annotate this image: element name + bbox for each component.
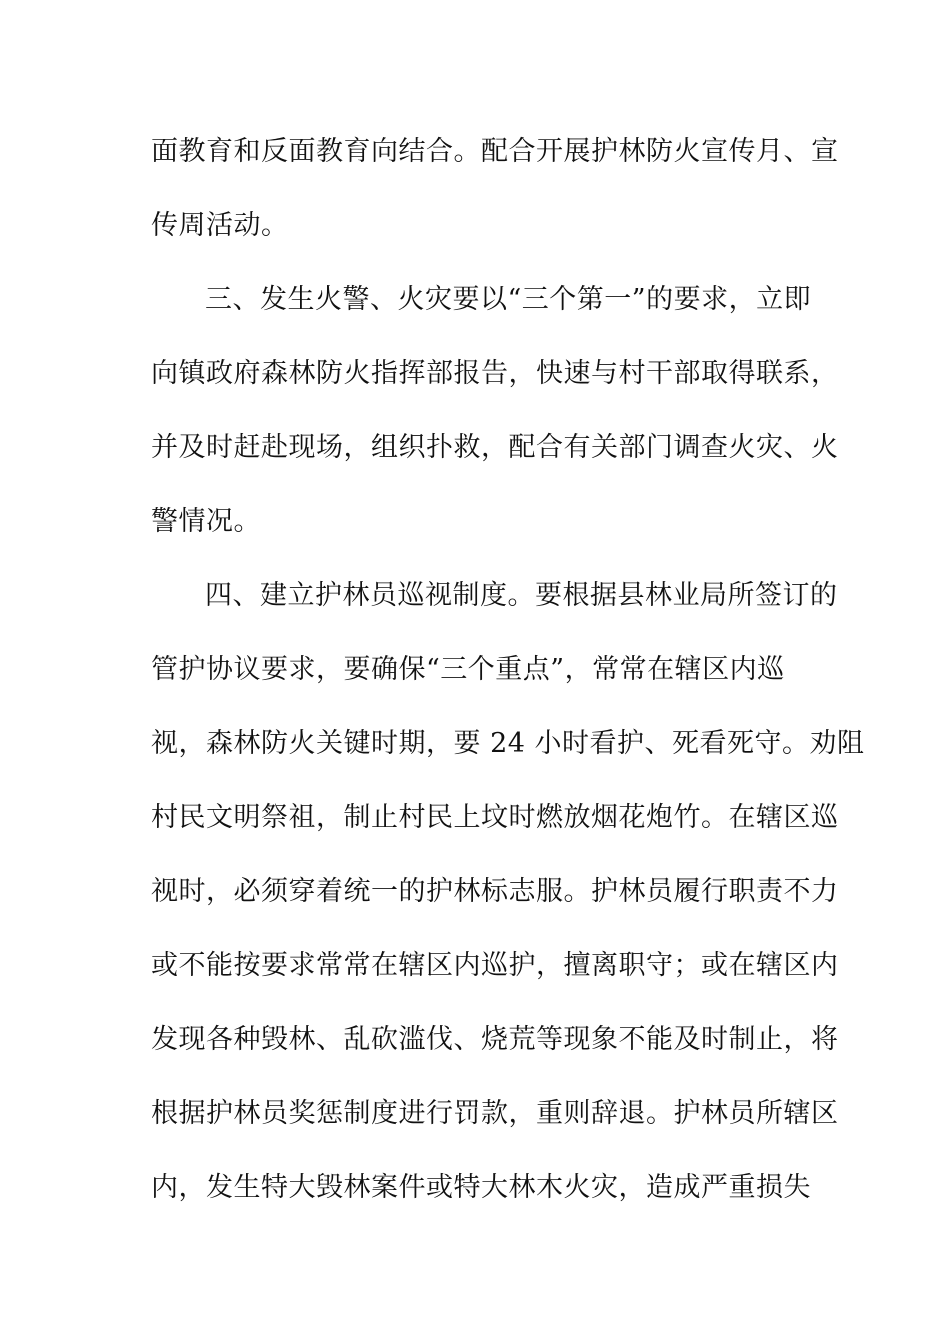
text-line: 内，发生特大毁林案件或特大林木火灾，造成严重损失 <box>151 1172 811 1203</box>
text-line: 警情况。 <box>151 506 261 537</box>
text-line: 管护协议要求，要确保“三个重点”，常常在辖区内巡 <box>151 654 785 685</box>
text-line: 面教育和反面教育向结合。配合开展护林防火宣传月、宣 <box>151 136 839 167</box>
text-line: 村民文明祭祖，制止村民上坟时燃放烟花炮竹。在辖区巡 <box>151 802 839 833</box>
text-line: 向镇政府森林防火指挥部报告，快速与村干部取得联系， <box>151 358 839 389</box>
text-line: 根据护林员奖惩制度进行罚款，重则辞退。护林员所辖区 <box>151 1098 839 1129</box>
text-line: 或不能按要求常常在辖区内巡护，擅离职守；或在辖区内 <box>151 950 839 981</box>
text-line: 视，森林防火关键时期，要 24 小时看护、死看死守。劝阻 <box>151 728 865 759</box>
text-line: 视时，必须穿着统一的护林标志服。护林员履行职责不力 <box>151 876 839 907</box>
paragraph-start-line: 四、建立护林员巡视制度。要根据县林业局所签订的 <box>205 580 838 611</box>
text-line: 发现各种毁林、乱砍滥伐、烧荒等现象不能及时制止，将 <box>151 1024 839 1055</box>
text-line: 并及时赶赴现场，组织扑救，配合有关部门调查火灾、火 <box>151 432 839 463</box>
paragraph-start-line: 三、发生火警、火灾要以“三个第一”的要求，立即 <box>205 284 812 315</box>
text-line: 传周活动。 <box>151 210 289 241</box>
